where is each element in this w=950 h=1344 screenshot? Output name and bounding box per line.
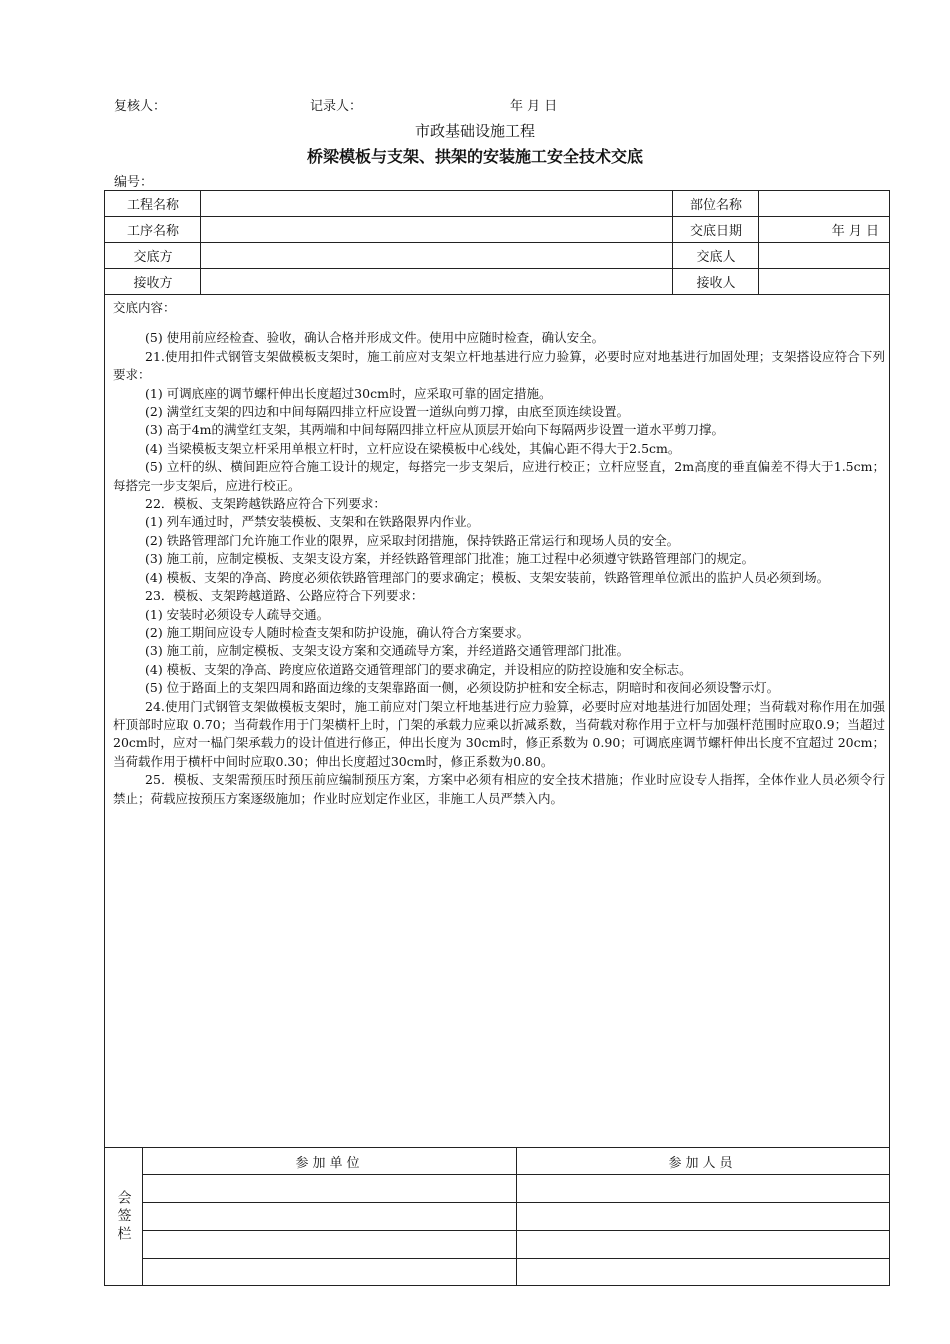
serial-number-label: 编号： <box>114 175 154 190</box>
content-paragraph: 23．模板、支架跨越道路、公路应符合下列要求： <box>145 588 424 604</box>
briefing-person-label: 交底人 <box>696 250 736 265</box>
receiving-party-label: 接收方 <box>133 276 173 291</box>
participating-unit-header: 参加单位 <box>295 1155 364 1171</box>
briefing-person-field[interactable] <box>759 243 889 268</box>
header-divider <box>758 191 759 295</box>
header-divider <box>672 191 673 295</box>
top-date-label: 年 月 日 <box>510 99 558 114</box>
participating-people-header: 参加人员 <box>668 1155 737 1171</box>
content-paragraph: (2) 满堂红支架的四边和中间每隔四排立杆应设置一道纵向剪刀撑，由底至顶连续设置。 <box>145 404 630 420</box>
content-paragraph: (5) 位于路面上的支架四周和路面边缘的支架靠路面一侧，必须设防护桩和安全标志，阴暗时和夜间必须设警示灯。 <box>145 680 780 696</box>
row-briefing-party <box>105 243 889 269</box>
countersign-label-cell <box>105 1148 143 1286</box>
briefing-party-label: 交底方 <box>133 250 173 265</box>
content-paragraph: 24.使用门式钢管支架做模板支架时，施工前应对门架立杆地基进行应力验算，必要时应对地基进行加固处理；当荷载对称作用在加强杆顶部时应取 0.70；当荷载作用于门架横杆上时，门架的承载力应乘以折减系数，当荷载对称作用于立杆与加强杆范围时应取0.9；当超过20cm时，应对一榀门架承载力的设计值进行修正，伸出长度为 30cm时，修正系数为 0.90；可调底座调节螺杆伸出长度不宜超过 20cm；当荷载作用于横杆中间时应取0.30；伸出长度超过30cm时，修正系数为0.80。 <box>113 698 885 769</box>
content-paragraph: (4) 模板、支架的净高、跨度必须依铁路管理部门的要求确定；模板、支架安装前，铁路管理单位派出的监护人员必须到场。 <box>145 569 830 585</box>
content-paragraph: (3) 施工前，应制定模板、支架支设方案，并经铁路管理部门批准；施工过程中必须遵守铁路管理部门的规定。 <box>145 551 755 567</box>
countersign-section <box>105 1147 889 1286</box>
content-paragraph: (1) 列车通过时，严禁安装模板、支架和在铁路限界内作业。 <box>145 514 480 530</box>
content-label: 交底内容： <box>113 300 176 315</box>
row-process <box>105 217 889 243</box>
content-paragraph: (4) 模板、支架的净高、跨度应依道路交通管理部门的要求确定，并设相应的防控设施和安全标志。 <box>145 661 692 677</box>
countersign-grid <box>143 1148 889 1286</box>
receiving-person-label: 接收人 <box>696 276 736 291</box>
part-name-label: 部位名称 <box>689 198 742 213</box>
countersign-divider <box>516 1148 517 1286</box>
receiving-party-field[interactable] <box>201 269 673 294</box>
reviewer-label: 复核人： <box>114 99 167 114</box>
part-name-field[interactable] <box>759 191 889 216</box>
recorder-label: 记录人： <box>310 99 363 114</box>
content-paragraph: (5) 使用前应经检查、验收，确认合格并形成文件。使用中应随时检查，确认安全。 <box>145 330 605 346</box>
content-paragraph: (2) 铁路管理部门允许施工作业的限界，应采取封闭措施，保持铁路正常运行和现场人员的安全。 <box>145 532 680 548</box>
briefing-date-label: 交底日期 <box>689 224 742 239</box>
content-paragraph: (2) 施工期间应设专人随时检查支架和防护设施，确认符合方案要求。 <box>145 624 530 640</box>
briefing-content <box>113 299 885 808</box>
receiving-person-field[interactable] <box>759 269 889 294</box>
content-paragraph: (3) 施工前，应制定模板、支架支设方案和交通疏导方案，并经道路交通管理部门批准。 <box>145 643 630 659</box>
document-title: 桥梁模板与支架、拱架的安装施工安全技术交底 <box>306 147 643 166</box>
briefing-form <box>104 190 890 1286</box>
header-divider <box>200 191 201 295</box>
content-paragraph: 25．模板、支架需预压时预压前应编制预压方案，方案中必须有相应的安全技术措施；作业时应设专人指挥，全体作业人员必须令行禁止；荷载应按预压方案逐级施加；作业时应划定作业区，非施工人员严禁入内。 <box>113 772 885 806</box>
briefing-party-field[interactable] <box>201 243 673 268</box>
content-paragraph: (5) 立杆的纵、横间距应符合施工设计的规定，每搭完一步支架后，应进行校正；立杆应竖直，2m高度的垂直偏差不得大于1.5cm；每搭完一步支架后，应进行校正。 <box>113 459 885 493</box>
content-paragraph: (3) 高于4m的满堂红支架，其两端和中间每隔四排立杆应从顶层开始向下每隔两步设置一道水平剪刀撑。 <box>145 422 724 438</box>
content-paragraph: (1) 可调底座的调节螺杆伸出长度超过30cm时，应采取可靠的固定措施。 <box>145 385 552 401</box>
content-paragraph: 22．模板、支架跨越铁路应符合下列要求： <box>145 496 386 512</box>
process-name-label: 工序名称 <box>126 224 179 239</box>
row-receiving-party <box>105 269 889 295</box>
project-name-field[interactable] <box>201 191 673 216</box>
countersign-label: 会签栏 <box>115 1190 132 1244</box>
content-paragraph: 21.使用扣件式钢管支架做模板支架时，施工前应对支架立杆地基进行应力验算，必要时应对地基进行加固处理；支架搭设应符合下列要求： <box>113 348 885 383</box>
briefing-date-field[interactable]: 年 月 日 <box>831 224 879 239</box>
process-name-field[interactable] <box>201 217 673 242</box>
row-project <box>105 191 889 217</box>
content-paragraph: (1) 安装时必须设专人疏导交通。 <box>145 606 330 622</box>
organization-title: 市政基础设施工程 <box>414 122 535 140</box>
content-paragraph: (4) 当梁模板支架立杆采用单根立杆时，立杆应设在梁模板中心线处，其偏心距不得大于2.5cm。 <box>145 440 681 456</box>
project-name-label: 工程名称 <box>126 198 179 213</box>
